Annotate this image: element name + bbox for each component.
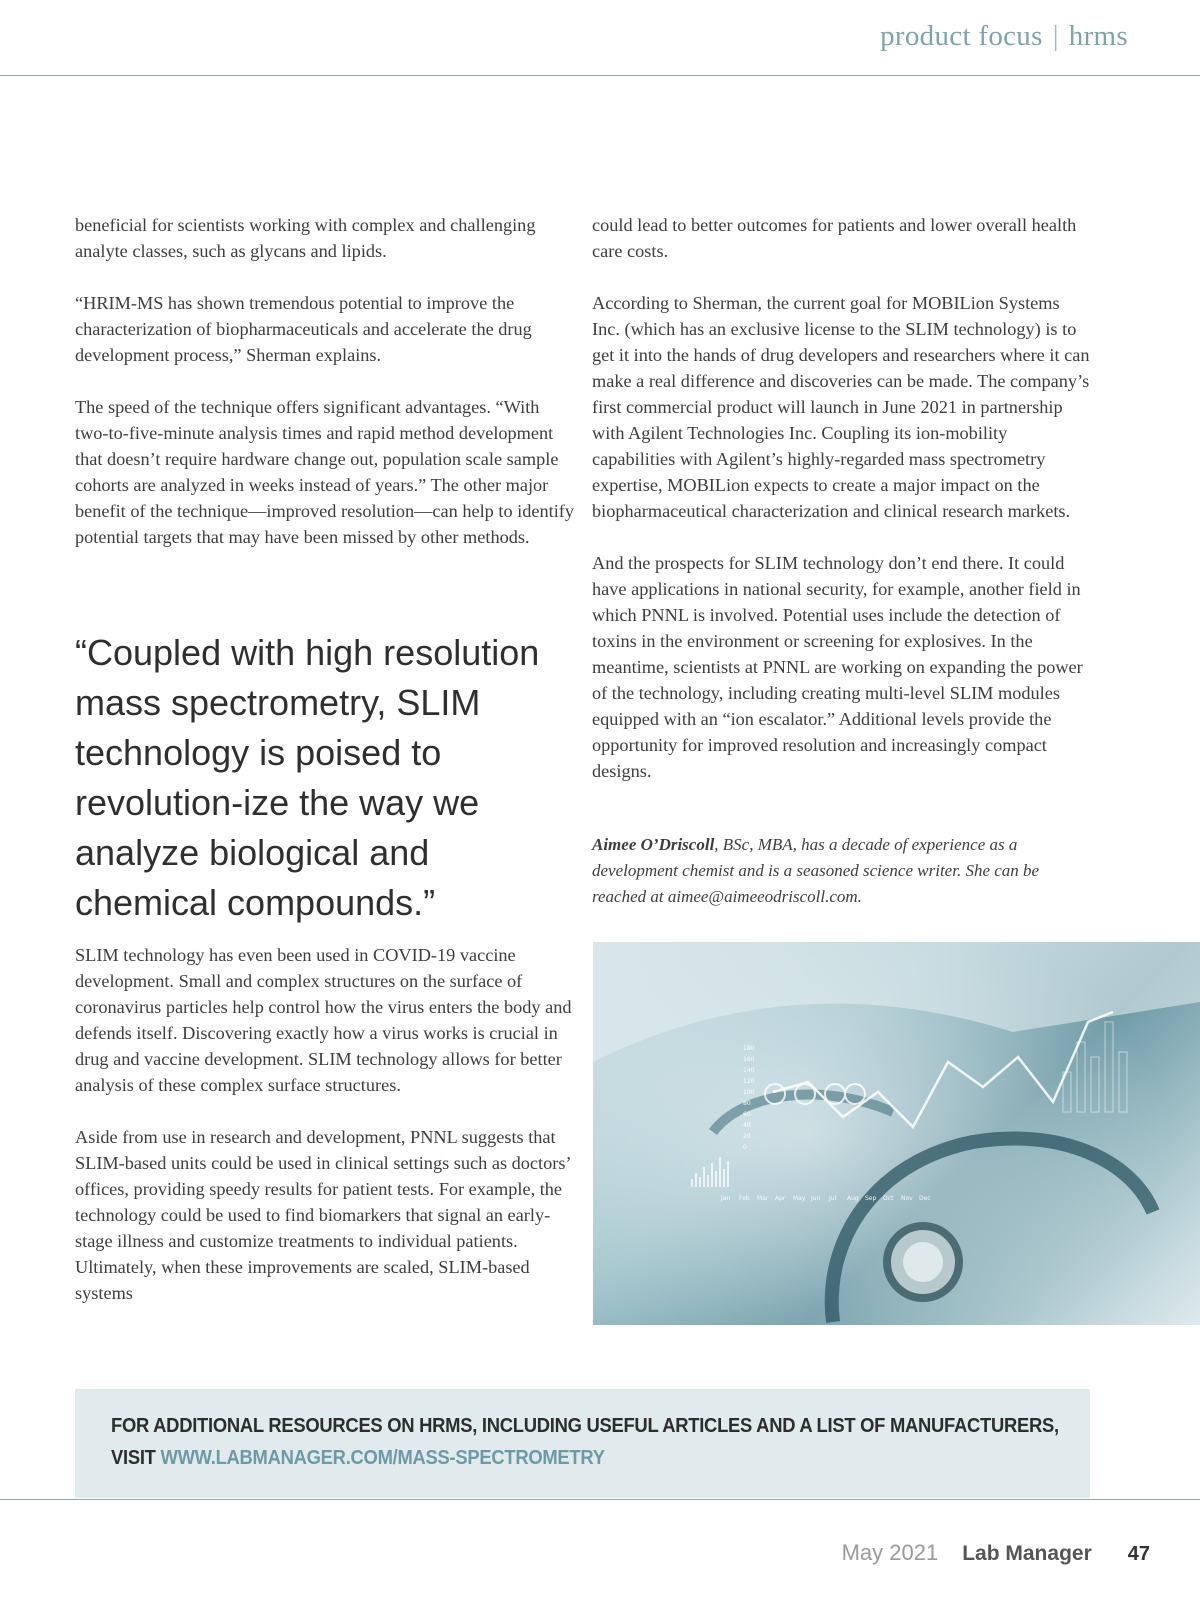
- paragraph: could lead to better outcomes for patients and lower overall health care costs.: [592, 215, 1077, 261]
- photo-y-tick: 100: [743, 1089, 755, 1096]
- page-number: 47: [1127, 1543, 1150, 1565]
- paragraph: And the prospects for SLIM technology don’t end there. It could have applications in national security, for example, another field in which PNNL is involved. Potential uses include the detection of toxins in the environment or screening for explosives. In the meantime, scientists at PNNL are working on expanding the power of the technology, including creating multi-level SLIM modules equipped with an “ion escalator.” Additional levels provide the opportunity for improved resolution and increasingly compact designs.: [592, 553, 1083, 781]
- left-column-bottom: [75, 942, 575, 1332]
- photo-bar: [719, 1157, 721, 1187]
- photo-month-label: Jul: [829, 1195, 837, 1202]
- section-topic: hrms: [1068, 20, 1128, 52]
- right-column-top: [592, 212, 1092, 810]
- photo-y-tick: 120: [743, 1078, 755, 1085]
- resources-line-1: FOR ADDITIONAL RESOURCES ON HRMS, INCLUDING USEFUL ARTICLES AND A LIST OF MANUFACTURERS,: [111, 1415, 1059, 1437]
- paragraph: “HRIM-MS has shown tremendous potential to improve the characterization of biopharmaceuticals and accelerate the drug development process,” Sherman explains.: [75, 293, 532, 365]
- photo-month-label: Mar: [757, 1195, 769, 1202]
- section-separator: |: [1052, 20, 1059, 52]
- photo-month-label: Jan: [721, 1195, 731, 1202]
- photo-y-tick: 140: [743, 1067, 755, 1074]
- page-footer: [842, 1540, 1150, 1570]
- photo-y-tick: 20: [743, 1133, 751, 1140]
- photo-month-label: Feb: [739, 1195, 750, 1202]
- stethoscope-chart-photo: [593, 942, 1200, 1325]
- photo-y-tick: 40: [743, 1122, 751, 1129]
- photo-month-label: Dec: [919, 1195, 931, 1202]
- paragraph: SLIM technology has even been used in COVID-19 vaccine development. Small and complex structures on the surface of coronavirus particles help control how the virus enters the body and defends itself. Discovering exactly how a virus works is crucial in drug and vaccine development. SLIM technology allows for better analysis of these complex surface structures.: [75, 945, 572, 1095]
- photo-month-label: Jun: [811, 1195, 821, 1202]
- paragraph: beneficial for scientists working with complex and challenging analyte classes, such as glycans and lipids.: [75, 215, 536, 261]
- photo-bar: [691, 1179, 693, 1187]
- photo-y-tick: 80: [743, 1100, 751, 1107]
- resources-line-2: [111, 1447, 605, 1470]
- photo-bar: [727, 1161, 729, 1187]
- photo-illustration: [593, 942, 1200, 1325]
- photo-month-label: Aug: [847, 1195, 859, 1202]
- stethoscope-diaphragm: [903, 1242, 943, 1282]
- photo-bar: [707, 1175, 709, 1187]
- photo-month-label: Oct: [883, 1195, 894, 1202]
- photo-month-label: Apr: [775, 1195, 786, 1202]
- magazine-name: Lab Manager: [962, 1542, 1092, 1565]
- page-header: [0, 0, 1200, 76]
- left-column-top: [75, 212, 575, 576]
- photo-month-label: Sep: [865, 1195, 877, 1202]
- resources-box: [75, 1389, 1090, 1498]
- photo-bar: [723, 1169, 725, 1187]
- author-name: Aimee O’Driscoll: [592, 835, 715, 854]
- resources-link[interactable]: WWW.LABMANAGER.COM/MASS-SPECTROMETRY: [160, 1447, 605, 1469]
- photo-month-label: Nov: [901, 1195, 913, 1202]
- photo-bar: [699, 1177, 701, 1187]
- photo-y-tick: 160: [743, 1056, 755, 1063]
- photo-bar: [703, 1167, 705, 1187]
- pull-quote: “Coupled with high resolution mass spectrometry, SLIM technology is poised to revolution-ize the way we analyze biological and chemical compounds.”: [75, 632, 540, 923]
- issue-date: May 2021: [841, 1540, 939, 1565]
- photo-month-label: May: [793, 1195, 806, 1202]
- section-label: [880, 20, 1128, 53]
- resources-visit: VISIT: [111, 1447, 161, 1469]
- paragraph: According to Sherman, the current goal for MOBILion Systems Inc. (which has an exclusive license to the SLIM technology) is to get it into the hands of drug developers and researchers where it can make a real difference and discoveries can be made. The company’s first commercial product will launch in June 2021 in partnership with Agilent Technologies Inc. Coupling its ion-mobility capabilities with Agilent’s highly-regarded mass spectrometry expertise, MOBILion expects to create a major impact on the biopharmaceutical characterization and clinical research markets.: [592, 293, 1090, 521]
- photo-y-tick: 180: [743, 1045, 755, 1052]
- author-bio-text: , BSc, MBA, has a decade of experience as a development chemist and is a seasoned science writer. She can be reached at aimee@aimeeodriscoll.com.: [592, 835, 1040, 906]
- section-name: product focus: [880, 20, 1043, 52]
- footer-divider: [0, 1499, 1200, 1500]
- photo-bar: [711, 1163, 713, 1187]
- paragraph: Aside from use in research and development, PNNL suggests that SLIM-based units could be used in clinical settings such as doctors’ offices, providing speedy results for patient tests. For example, the technology could be used to find biomarkers that signal an early-stage illness and customize treatments to individual patients. Ultimately, when these improvements are scaled, SLIM-based systems: [75, 1127, 571, 1303]
- author-bio: [592, 832, 1092, 910]
- photo-y-tick: 60: [743, 1111, 751, 1118]
- photo-bar: [695, 1173, 697, 1187]
- paragraph: The speed of the technique offers significant advantages. “With two-to-five-minute analysis times and rapid method development that doesn’t require hardware change out, population scale sample cohorts are analyzed in weeks instead of years.” The other major benefit of the technique—improved resolution—can help to identify potential targets that may have been missed by other methods.: [75, 397, 575, 547]
- photo-bar: [715, 1171, 717, 1187]
- photo-y-tick: 0: [743, 1144, 747, 1151]
